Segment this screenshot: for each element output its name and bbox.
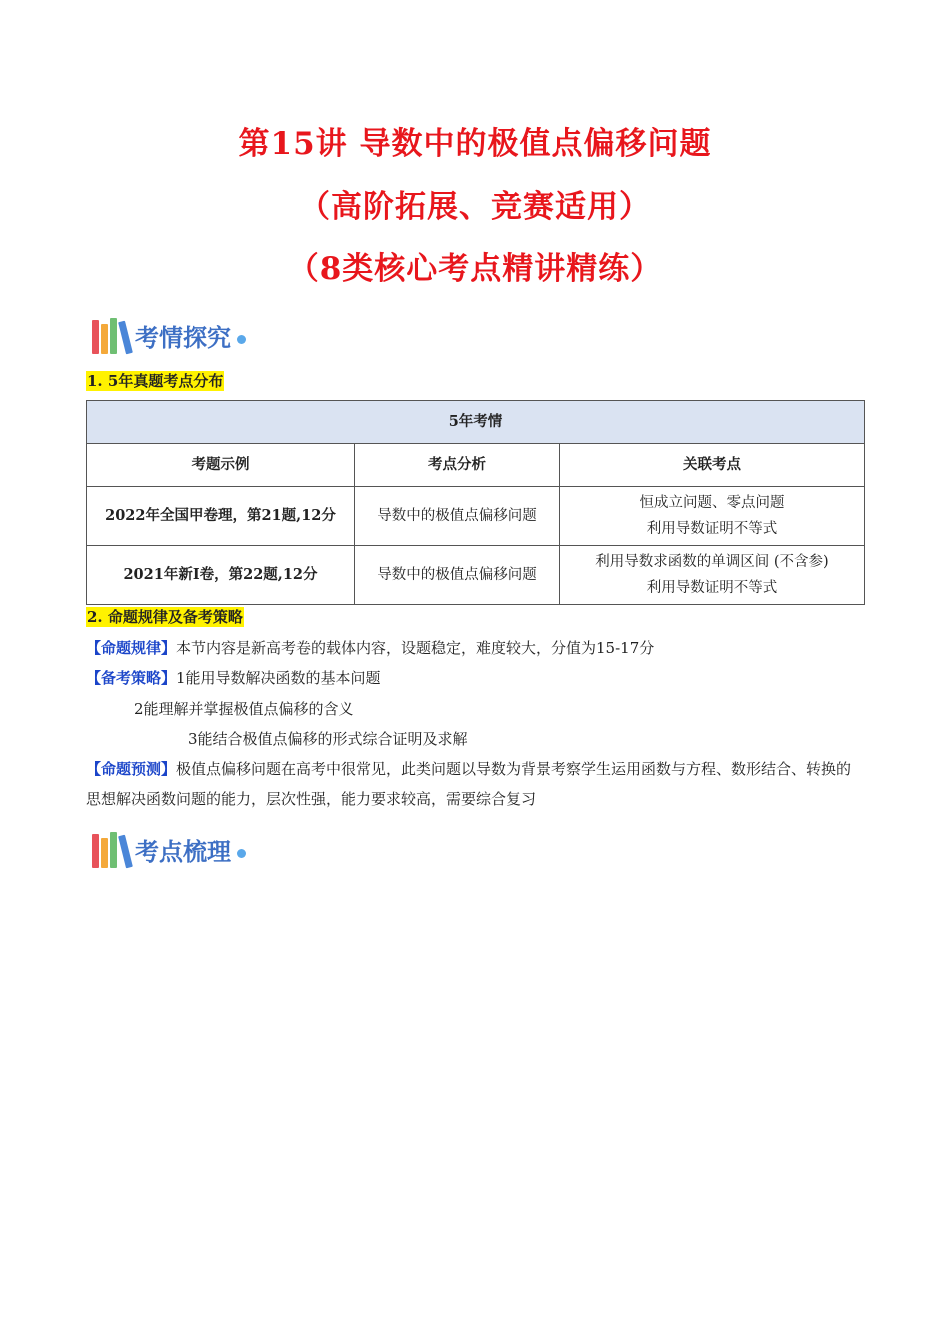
rules-text: 本节内容是新高考卷的载体内容，设题稳定，难度较大，分值为15-17分: [176, 639, 655, 657]
prediction-tag: 【命题预测】: [86, 760, 177, 778]
column-header: 考题示例: [87, 444, 355, 487]
related-item: 恒成立问题、零点问题: [639, 495, 785, 511]
section-title: 考情探究: [135, 323, 231, 352]
prediction-paragraph: [86, 754, 866, 814]
section-banner-kaoqing: [92, 314, 246, 356]
rules-tag: 【命题规律】: [86, 639, 177, 657]
rules-paragraph: [86, 633, 654, 663]
books-icon: [92, 830, 131, 868]
strategy-item: 3能结合极值点偏移的形式综合证明及求解: [188, 730, 468, 748]
heading-exam-distribution: 1. 5年真题考点分布: [87, 372, 224, 390]
title-line-1: 第15讲 导数中的极值点偏移问题: [238, 126, 712, 162]
title-line-3: （8类核心考点精讲精练）: [287, 251, 663, 287]
books-icon: [92, 316, 131, 354]
cell-related: [560, 546, 865, 605]
cell-analysis: 导数中的极值点偏移问题: [355, 546, 560, 605]
cell-analysis: 导数中的极值点偏移问题: [355, 487, 560, 546]
strategy-item: 1能用导数解决函数的基本问题: [176, 669, 381, 687]
cell-example: 2022年全国甲卷理，第21题,12分: [87, 487, 355, 546]
section-title: 考点梳理: [135, 837, 231, 866]
table-caption: 5年考情: [87, 401, 865, 444]
title-line-2: （高阶拓展、竞赛适用）: [299, 189, 651, 225]
dot-icon: [237, 849, 246, 858]
heading-rules-strategy: 2. 命题规律及备考策略: [87, 608, 243, 626]
dot-icon: [237, 335, 246, 344]
related-item: 利用导数证明不等式: [646, 580, 778, 596]
cell-example: 2021年新I卷，第22题,12分: [87, 546, 355, 605]
strategy-tag: 【备考策略】: [86, 669, 177, 687]
table-row: [87, 546, 865, 605]
related-item: 利用导数证明不等式: [646, 521, 778, 537]
column-header: 考点分析: [355, 444, 560, 487]
related-item: 利用导数求函数的单调区间 (不含参): [595, 554, 829, 570]
prediction-text: 极值点偏移问题在高考中很常见，此类问题以导数为背景考察学生运用函数与方程、数形结合、转换的思想解决函数问题的能力，层次性强，能力要求较高，需要综合复习: [86, 760, 852, 808]
strategy-item: 2能理解并掌握极值点偏移的含义: [134, 700, 354, 718]
table-row: [87, 487, 865, 546]
cell-related: [560, 487, 865, 546]
strategy-paragraph: [86, 663, 381, 693]
section-banner-kaodian: [92, 828, 246, 870]
exam-table: [86, 400, 865, 605]
column-header: 关联考点: [560, 444, 865, 487]
